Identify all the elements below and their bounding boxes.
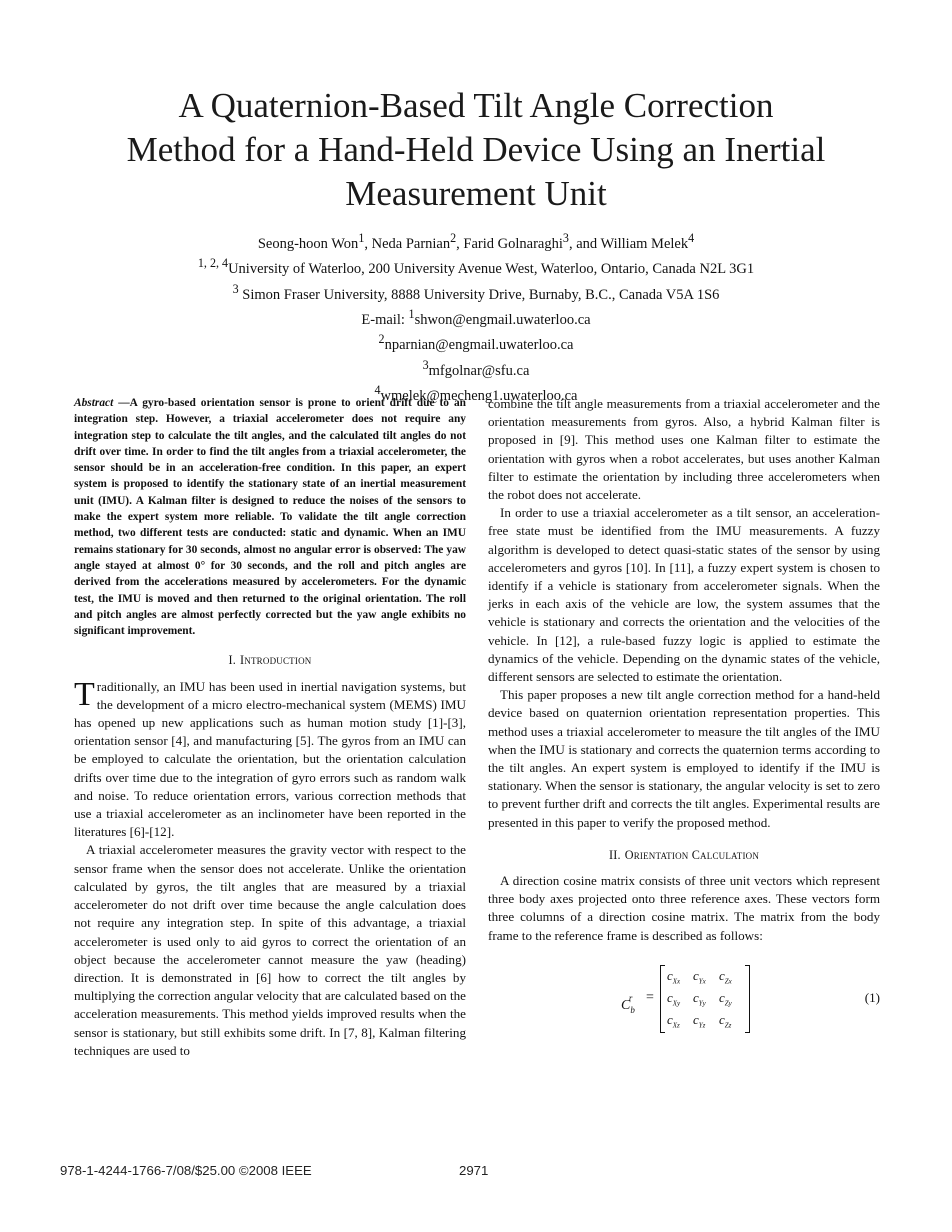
matrix-cell: $c_{Yz}$ (693, 1011, 706, 1030)
affiliation-sfu: $^3$ Simon Fraser University, 8888 University Drive, Burnaby, B.C., Canada V5A 1S6 (232, 281, 720, 303)
direction-cosine-matrix (660, 965, 750, 1033)
affiliation-waterloo: $^{1, 2, 4}$University of Waterloo, 200 University Avenue West, Waterloo, Ontario, Canada N2L 3G1 (197, 256, 755, 278)
matrix-cell: $c_{Zz}$ (719, 1011, 732, 1030)
orientation-paragraph-1: A direction cosine matrix consists of three unit vectors which represent three body axes projected onto three reference axes. These vectors form three columns of a direction cosine matrix. The matrix from the body frame to the reference frame is described as follows: (488, 873, 880, 943)
abstract-text: —A gyro-based orientation sensor is prone to orient drift due to an integration step. However, a triaxial accelerometer does not require any integration step to calculate the tilt angles, and the calculated tilt angles do not drift over time. In order to find the tilt angles from a triaxial accelerometer, the sensor should be in an acceleration-free condition. In this paper, an expert system is proposed to identify the stationary state of an inertial measurement unit (IMU). A Kalman filter is designed to reduce the noises of the sensors to make the expert system more reliable. To validate the tilt angle correction method, two different tests are conducted: static and dynamic. When an IMU remains stationary for 30 seconds, almost no angular error is observed: The yaw angle stayed at almost 0° for 30 seconds, and the roll and pitch angles are derived from the accelerations measured by accelerometers. For the dynamic test, the IMU is moved and then returned to the original orientation. The roll and pitch angles are almost perfectly corrected but the yaw angle exhibits no significant improvement. (74, 397, 466, 638)
title-line-3: Measurement Unit (345, 174, 607, 213)
left-column (74, 395, 466, 1060)
matrix-cell: $c_{Xz}$ (667, 1011, 680, 1030)
matrix-cell: $c_{Yx}$ (693, 967, 706, 986)
email-3: $^3$mfgolnar@sfu.ca (422, 357, 530, 379)
matrix-cell: $c_{Xy}$ (667, 989, 681, 1008)
section-heading-introduction: I. Introduction (228, 653, 312, 668)
drop-cap: T (74, 675, 95, 713)
equation-1 (488, 965, 880, 1035)
abstract-label: Abstract (74, 397, 114, 409)
abstract (74, 395, 466, 639)
title-line-2: Method for a Hand-Held Device Using an Inertial (126, 130, 826, 169)
intro-paragraph-5: This paper proposes a new tilt angle correction method for a hand-held device based on quaternion orientation representation properties. This method uses a triaxial accelerometer to measure the tilt angles of the IMU when the IMU is stationary and corrects the quaternion terms according to the tilt angles. An expert system is employed to identify if the IMU is stationary. When the sensor is stationary, the angular velocity is set to zero to prevent further drift and corrects the tilt angles. Experimental results are presented in this paper to verify the proposed method. (488, 687, 880, 830)
footer-copyright: 978-1-4244-1766-7/08/$25.00 ©2008 IEEE (60, 1163, 312, 1178)
matrix-cell: $c_{Zx}$ (719, 967, 732, 986)
matrix-cell: $c_{Yy}$ (693, 989, 706, 1008)
matrix-row (661, 987, 749, 1009)
matrix-cell: $c_{Xx}$ (667, 967, 681, 986)
intro-paragraph-4: In order to use a triaxial accelerometer as a tilt sensor, an acceleration-free state must be identified from the IMU measurements. A fuzzy algorithm is developed to detect quasi-static states of the sensor by using accelerometers and gyros [10]. In [11], a fuzzy expert system is chosen to identify if a vehicle is stationary from accelerometer signals. When the jerks in each axis of the vehicle are low, the system assumes that the vehicle is stationary and corrects the orientation and the velocities of the vehicle. In [12], a rule-based fuzzy logic is applied to estimate the dynamics of the vehicle. Depending on the dynamic states of the vehicle, different sensors are selected to estimate the orientation. (488, 505, 880, 685)
right-column (488, 395, 880, 1035)
intro-paragraph-3: combine the tilt angle measurements from a triaxial accelerometer and the orientation measurements from gyros. Also, a hybrid Kalman filter is proposed in [9]. This method uses one Kalman filter to estimate the orientation with gyros when a robot accelerates, but uses another Kalman filter to estimate the orientation by including three accelerometers when the robot does not accelerate. (488, 396, 880, 503)
email-1: E-mail: $^1$shwon@engmail.uwaterloo.ca (361, 306, 591, 328)
section-heading-orientation: II. Orientation Calculation (608, 847, 760, 862)
page-number: 2971 (459, 1163, 489, 1178)
matrix-cell: $c_{Zy}$ (719, 989, 732, 1008)
title-line-1: A Quaternion-Based Tilt Angle Correction (178, 86, 774, 125)
matrix-row (661, 1009, 749, 1031)
matrix-row (661, 965, 749, 987)
author-names: Seong-hoon Won$^1$, Neda Parnian$^2$, Farid Golnaraghi$^3$, and William Melek$^4$ (257, 231, 695, 252)
intro-paragraph-1: Traditionally, an IMU has been used in inertial navigation systems, but the development of a micro electro-mechanical system (MEMS) IMU has opened up new applications such as human motion study [1]-[3], orientation sensor [4], and manufacturing [5]. The gyros from an IMU can be employed to calculate the orientation, but the orientation calculation drifts over time due to the integration of gyro errors such as random walk and noise. To reduce orientation errors, various correction methods that use a triaxial accelerometer as an inclinometer have been reported in the literatures [6]-[12]. (74, 675, 466, 840)
equation-equals: = (646, 989, 654, 1005)
email-4: $^4$wmelek@mecheng1.uwaterloo.ca (374, 382, 578, 404)
author-block (60, 229, 892, 406)
email-2: $^2$nparnian@engmail.uwaterloo.ca (378, 332, 574, 354)
paper-title (60, 84, 892, 216)
intro-paragraph-2: A triaxial accelerometer measures the gravity vector with respect to the sensor frame when the sensor does not accelerate. Unlike the orientation calculated by gyros, the tilt angles that are measured by a triaxial accelerometer do not drift over time because the angle calculation does not require any integration step. In spite of this advantage, a triaxial accelerometer is used only to aid gyros to correct the orientation of an object because the accelerometer cannot measure the yaw (heading) direction. It is demonstrated in [6] how to correct the tilt angles by multiplying the correction angular velocity that are calculated based on the acceleration measurements. This method yields improved results when the sensor is stationary, but still exhibits some drift. In [7, 8], Kalman filtering techniques are used to (74, 842, 466, 1058)
equation-lhs: $C_b^r$ (621, 992, 635, 1015)
equation-number: (1) (864, 989, 880, 1005)
